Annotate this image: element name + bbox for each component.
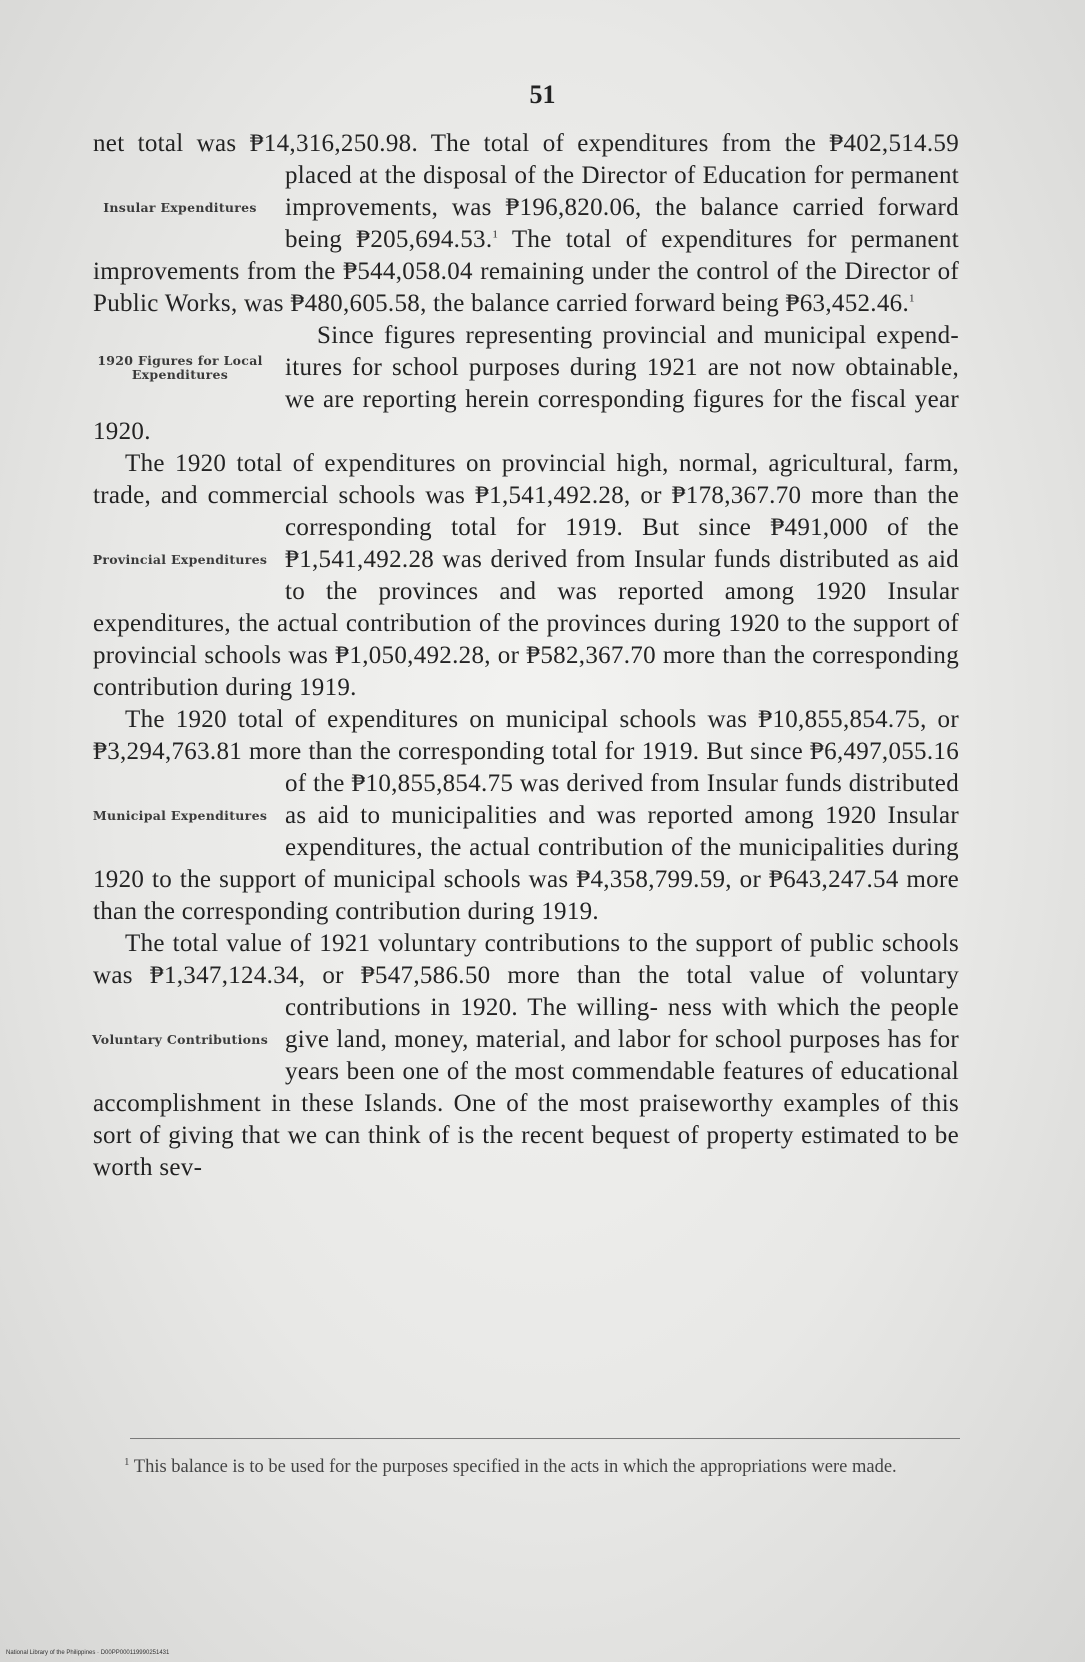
- sidenote-local-expenditures: 1920 Figures for Local Expenditures: [97, 353, 263, 382]
- paragraph-text: net total was ₱14,316,250.98. The total of expenditures from the ₱402,514.59 placed at the disposal of the Director of: [93, 130, 959, 189]
- paragraph-voluntary-contributions: [93, 928, 959, 1184]
- paragraph-provincial-expenditures: [93, 448, 959, 704]
- footnote-divider: [130, 1438, 960, 1439]
- paragraph-municipal-expenditures: [93, 704, 959, 928]
- sidenote-voluntary-contributions: Voluntary Contributions: [91, 1032, 269, 1047]
- footnote-ref: 1: [492, 228, 499, 241]
- sidenote-provincial-expenditures: Provincial Expenditures: [92, 552, 268, 567]
- paragraph-text: The 1920 total of expenditures on municipal schools was ₱10,855,854.75, or ₱3,294,763.81 more than the corresponding total for 1919. But since ₱6,497,055.16 of the ₱10,855,854.75: [93, 706, 959, 797]
- paragraph-text: Since figures representing provincial and municipal expend-: [317, 322, 959, 349]
- paragraph-insular-expenditures: [93, 128, 959, 320]
- body-text: [93, 128, 959, 1184]
- footnote: [112, 1452, 964, 1483]
- paragraph-text: was derived from Insular funds distributed as aid to municipalities and was reported among 1920 Insular expenditures, the actual contribution of the municipalities during 1920 to the support of municipal schools was ₱4,358,799.59, or ₱643,247.54 more than the corresponding contribution during 1919.: [93, 770, 959, 925]
- paragraph-local-expenditures: [93, 320, 959, 448]
- paragraph-text: Education for permanent improvements, was ₱196,820.06, the balance carried forward being ₱205,694.53.: [285, 162, 959, 253]
- footnote-marker: 1: [124, 1455, 130, 1468]
- paragraph-text: The total value of 1921 voluntary contributions to the support of public schools was ₱1,347,124.34, or ₱547,586.50 more than the total value of voluntary contributions in 1920. The willing-: [93, 930, 959, 1021]
- sidenote-insular-expenditures: Insular Expenditures: [103, 200, 257, 215]
- paragraph-text: total for 1919. But since ₱491,000 of the ₱1,541,492.28 was derived from Insular funds distributed as aid to the provinces and was reported among 1920 Insular expenditures, the actual contribution of the provinces during 1920 to the support of provincial schools was ₱1,050,492.28, or ₱582,367.70 more than the corresponding contribution during 1919.: [93, 514, 959, 701]
- sidenote-municipal-expenditures: Municipal Expenditures: [92, 808, 268, 823]
- scan-credit: National Library of the Philippines · D00PP000119990251431: [6, 1650, 170, 1656]
- paragraph-text: ness with which the people give land, money, material, and labor for school purposes has for years been one of the most commendable features of educational accomplishment in these Islands. One of the most praiseworthy examples of this sort of giving that we can think of is the recent bequest of property estimated to be worth sev-: [93, 994, 959, 1181]
- page-number: 51: [529, 80, 556, 109]
- paragraph-text: The total of expenditures for permanent improvements from the ₱544,058.04 remaining under the control of the Director of Public Works, was ₱480,605.58, the balance carried forward being ₱63,452.46.: [93, 226, 959, 317]
- paragraph-text: itures for school purposes during 1921 are not now obtainable, we are reporting herein corresponding figures for the fiscal year 1920.: [93, 354, 959, 445]
- footnote-text: This balance is to be used for the purposes specified in the acts in which the appropriations were made.: [133, 1457, 897, 1477]
- paragraph-text: The 1920 total of expenditures on provincial high, normal, agricultural, farm, trade, and commercial schools was ₱1,541,492.28, or ₱178,367.70 more than the corresponding: [93, 450, 959, 541]
- footnote-ref: 1: [909, 292, 915, 305]
